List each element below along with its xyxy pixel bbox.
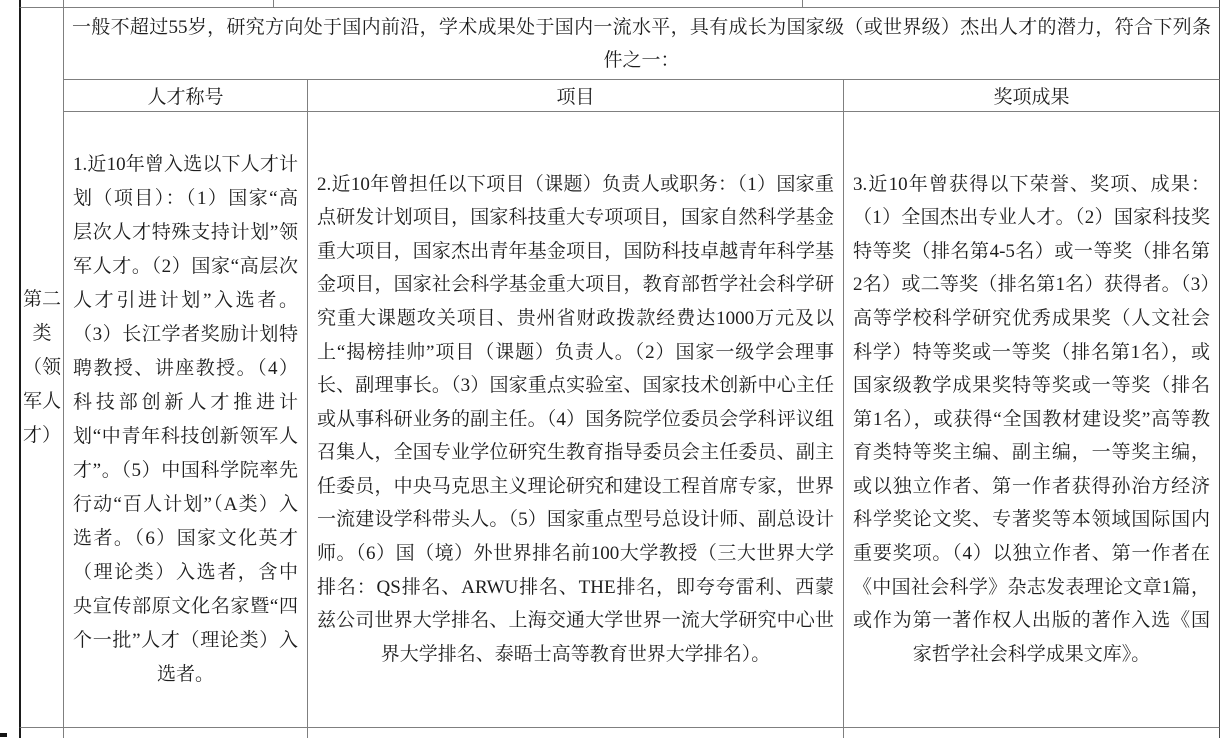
intro-text: 一般不超过55岁，研究方向处于国内前沿，学术成果处于国内一流水平，具有成长为国家级（或世界级）杰出人才的潜力，符合下列条件之一： [72,16,1211,71]
column-header-talent-title: 人才称号 [64,80,308,112]
talent-title-text: 1.近10年曾入选以下人才计划（项目）：（1）国家“高层次人才特殊支持计划”领军人才。（2）国家“高层次人才引进计划”入选者。（3）长江学者奖励计划特聘教授、讲座教授。（4）科技部创新人才推进计划“中青年科技创新领军人才”。（5）中国科学院率先行动“百人计划”（A类）入选者。（6）国家文化英才（理论类）入选者，含中央宣传部原文化名家暨“四个一批”人才（理论类）入选者。 [73,153,298,685]
next-row-remnant-2 [308,728,844,738]
remnant-cell-category [19,0,64,8]
projects-text: 2.近10年曾担任以下项目（课题）负责人或职务：（1）国家重点研发计划项目，国家科技重大专项项目，国家自然科学基金重大项目，国家杰出青年基金项目，国防科技卓越青年科学基金项目，国家社会科学基金重大项目，教育部哲学社会科学研究重大课题攻关项目、贵州省财政拨款经费达1000万元及以上“揭榜挂帅”项目（课题）负责人。（2）国家一级学会理事长、副理事长。（3）国家重点实验室、国家技术创新中心主任或从事科研业务的副主任。（4）国务院学位委员会学科评议组召集人，全国专业学位研究生教育指导委员会主任委员、副主任委员，中央马克思主义理论研究和建设工程首席专家，世界一流建设学科带头人。（5）国家重点型号总设计师、副总设计师。（6）国（境）外世界排名前100大学教授（三大世界大学排名：QS排名、ARWU排名、THE排名，即夸夸雷利、西蒙兹公司世界大学排名、上海交通大学世界一流大学研究中心世界大学排名、泰晤士高等教育世界大学排名）。 [317,173,834,665]
remnant-cell-2 [274,0,803,8]
intro-cell [64,8,1220,80]
awards-cell [844,112,1220,728]
talent-title-cell [64,112,308,728]
awards-text: 3.近10年曾获得以下荣誉、奖项、成果：（1）全国杰出专业人才。（2）国家科技奖特等奖（排名第4-5名）或一等奖（排名第2名）或二等奖（排名第1名）获得者。（3）高等学校科学研究优秀成果奖（人文社会科学）特等奖或一等奖（排名第1名），或国家级教学成果奖特等奖或一等奖（排名第1名），或获得“全国教材建设奖”高等教育类特等奖主编、副主编，一等奖主编，或以独立作者、第一作者获得孙治方经济科学奖论文奖、专著奖等本领域国际国内重要奖项。（4）以独立作者、第一作者在《中国社会科学》杂志发表理论文章1篇，或作为第一著作权人出版的著作入选《国家哲学社会科学成果文库》。 [853,173,1210,665]
projects-cell [308,112,844,728]
category-label-cell [19,8,64,728]
column-header-awards: 奖项成果 [844,80,1220,112]
scan-artifact-mark [0,733,7,737]
next-row-remnant-3 [844,728,1220,738]
column-header-projects: 项目 [308,80,844,112]
talent-criteria-table [19,8,1220,738]
previous-row-remnant [19,0,1220,8]
next-row-remnant-category [19,728,64,738]
next-row-remnant-1 [64,728,308,738]
remnant-cell-3 [803,0,1220,8]
remnant-cell-1 [64,0,274,8]
category-label: 第二类（领军人才） [22,288,61,446]
